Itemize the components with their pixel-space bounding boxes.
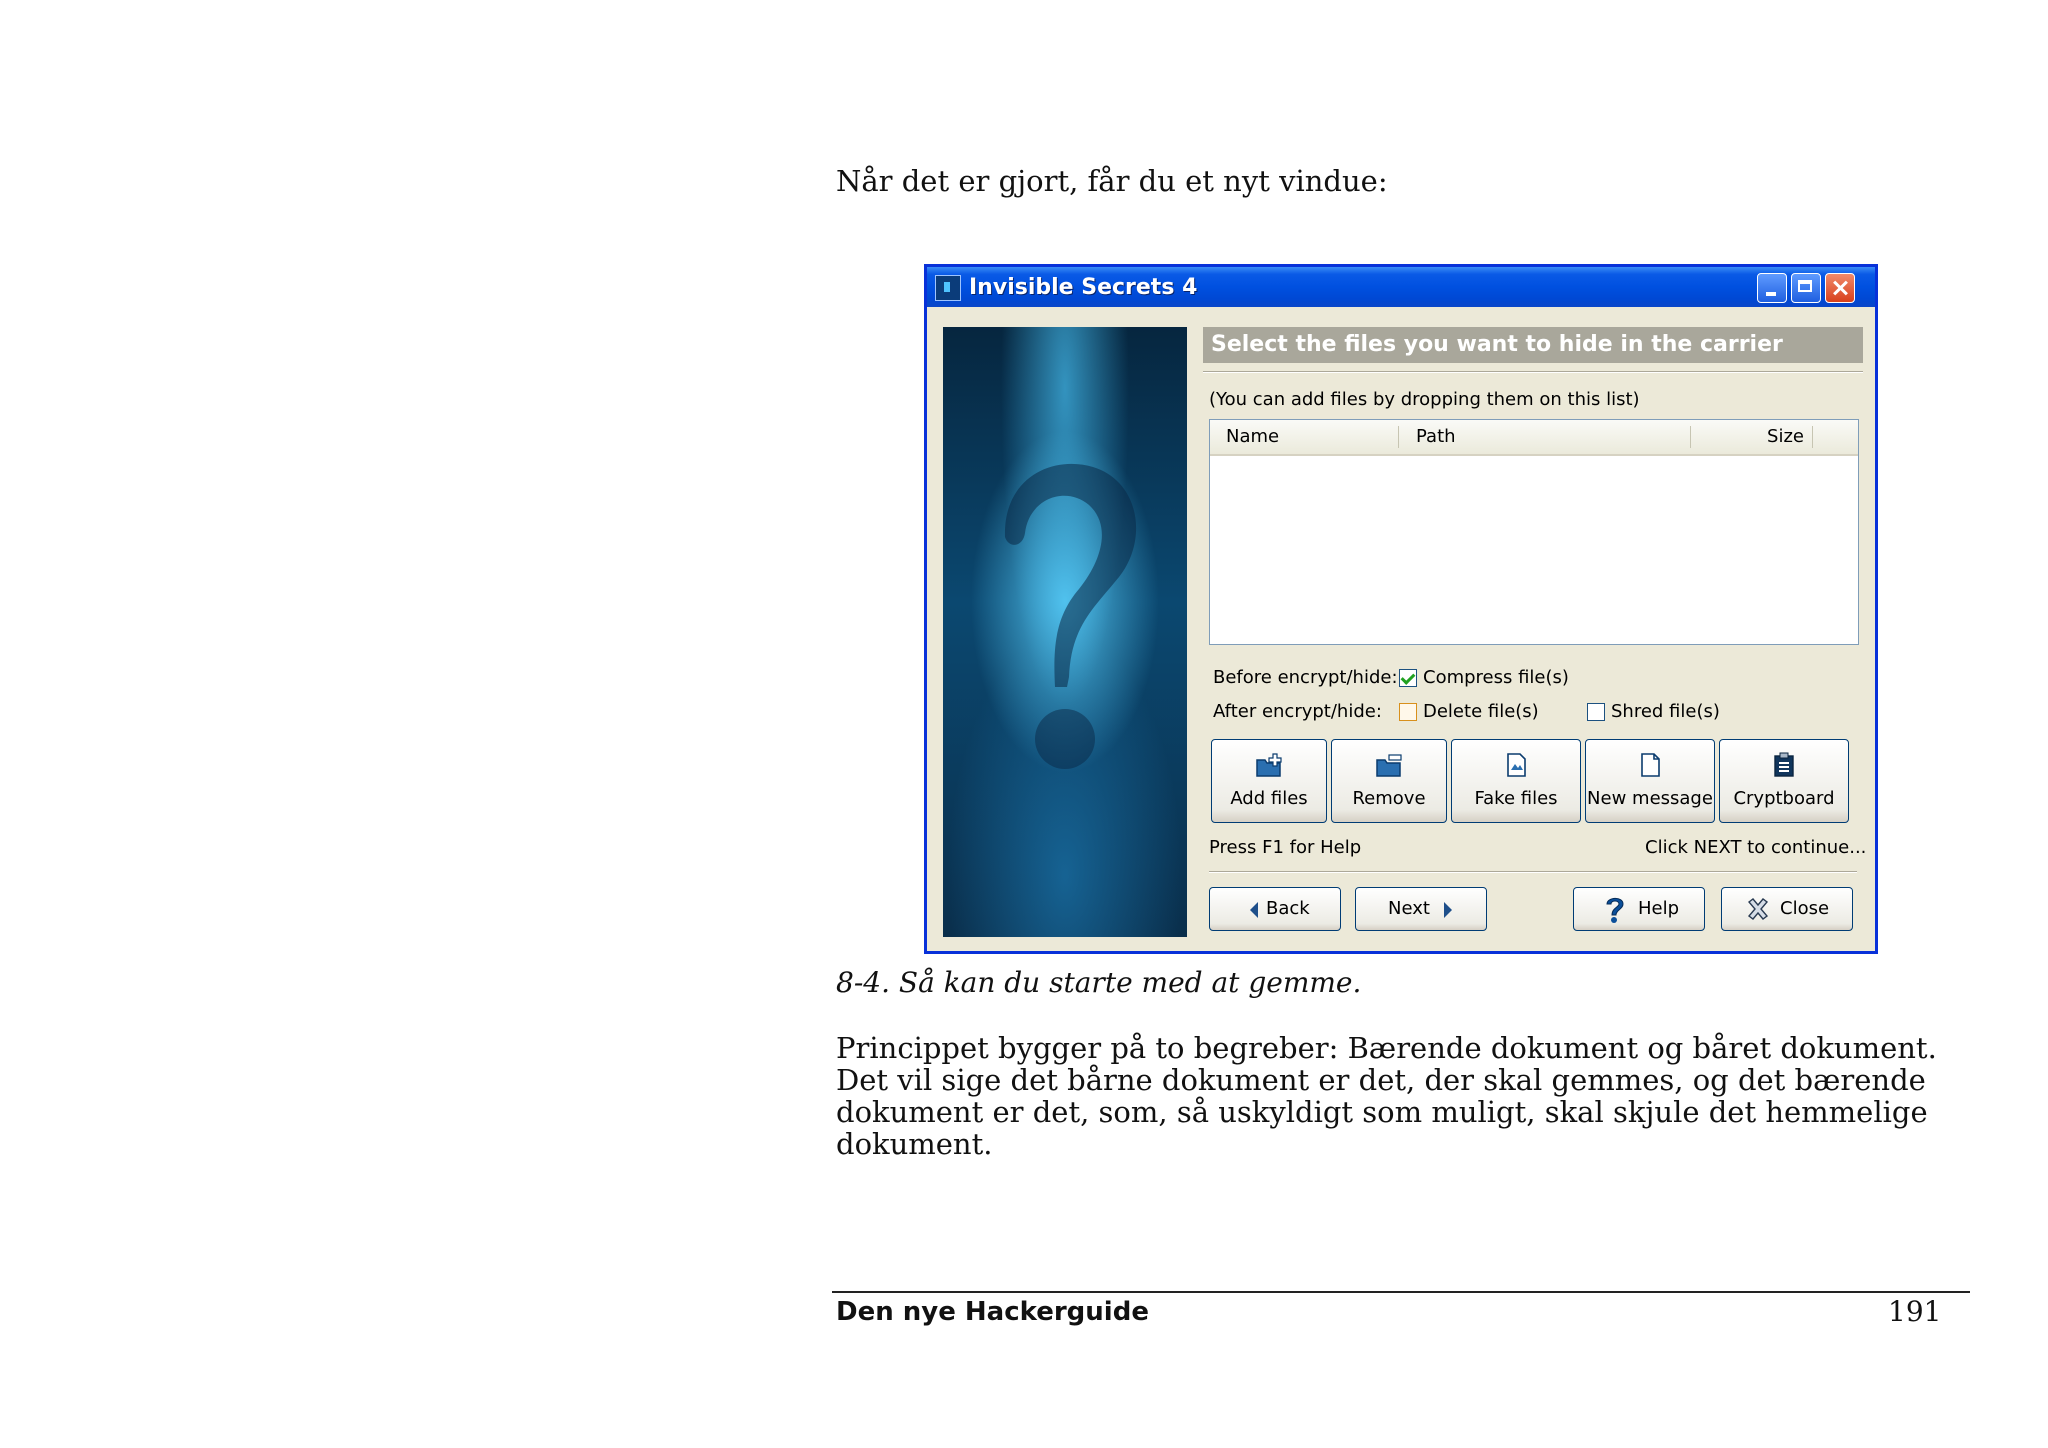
fake-files-label: Fake files xyxy=(1474,788,1558,809)
cryptboard-label: Cryptboard xyxy=(1733,788,1835,809)
fake-file-icon xyxy=(1502,752,1530,778)
body-paragraph: Princippet bygger på to begreber: Bærende dokument og båret dokument. Det vil sige det bårne dokument er det, der skal gemmes, og det bærende dokument er det, som, så uskyldigt som muligt, skal skjule det hemmelige dokument. xyxy=(836,1031,1937,1161)
step-header: Select the files you want to hide in the carrier xyxy=(1203,327,1863,363)
file-list-header xyxy=(1210,420,1858,456)
maximize-icon[interactable] xyxy=(1791,273,1821,303)
column-separator[interactable] xyxy=(1690,426,1691,448)
next-arrow-icon xyxy=(1436,898,1460,922)
book-title: Den nye Hackerguide xyxy=(836,1297,1149,1327)
title-bar[interactable] xyxy=(927,267,1875,307)
column-path[interactable]: Path xyxy=(1416,426,1456,447)
help-button[interactable] xyxy=(1573,887,1705,931)
add-folder-icon xyxy=(1255,752,1283,778)
close-x-icon xyxy=(1746,897,1770,921)
shred-label[interactable]: Shred file(s) xyxy=(1611,701,1720,722)
after-encrypt-label: After encrypt/hide: xyxy=(1213,701,1382,722)
header-divider xyxy=(1203,371,1863,373)
status-continue-text: Click NEXT to continue... xyxy=(1645,837,1867,858)
new-message-label: New message xyxy=(1587,788,1713,809)
close-label: Close xyxy=(1780,898,1830,919)
back-button[interactable] xyxy=(1209,887,1341,931)
column-separator[interactable] xyxy=(1398,426,1399,448)
app-icon xyxy=(935,275,961,301)
question-mark-icon xyxy=(943,327,1187,937)
help-label: Help xyxy=(1638,898,1680,919)
before-encrypt-label: Before encrypt/hide: xyxy=(1213,667,1398,688)
status-help-text: Press F1 for Help xyxy=(1209,837,1362,858)
remove-label: Remove xyxy=(1352,788,1426,809)
close-icon[interactable] xyxy=(1825,273,1855,303)
question-mark-banner xyxy=(943,327,1187,937)
next-label: Next xyxy=(1388,898,1430,919)
new-document-icon xyxy=(1636,752,1664,778)
compress-label[interactable]: Compress file(s) xyxy=(1423,667,1569,688)
shred-checkbox[interactable] xyxy=(1587,703,1605,721)
add-files-button[interactable] xyxy=(1211,739,1327,823)
column-separator[interactable] xyxy=(1812,426,1813,448)
compress-checkbox[interactable] xyxy=(1399,669,1417,687)
new-message-button[interactable] xyxy=(1585,739,1715,823)
next-button[interactable] xyxy=(1355,887,1487,931)
invisible-secrets-window xyxy=(924,264,1878,954)
footer-rule xyxy=(832,1291,1970,1293)
remove-button[interactable] xyxy=(1331,739,1447,823)
delete-checkbox[interactable] xyxy=(1399,703,1417,721)
add-files-label: Add files xyxy=(1230,788,1308,809)
column-name[interactable]: Name xyxy=(1226,426,1280,447)
page-number: 191 xyxy=(1888,1295,1942,1328)
back-label: Back xyxy=(1266,898,1310,919)
window-title: Invisible Secrets 4 xyxy=(969,275,1198,300)
footer-divider xyxy=(1209,871,1857,873)
back-arrow-icon xyxy=(1242,898,1266,922)
fake-files-button[interactable] xyxy=(1451,739,1581,823)
column-size[interactable]: Size xyxy=(1767,426,1804,447)
file-list[interactable] xyxy=(1209,419,1859,645)
help-question-icon xyxy=(1602,894,1628,924)
figure-caption: 8-4. Så kan du starte med at gemme. xyxy=(836,966,1362,999)
drop-hint: (You can add files by dropping them on this list) xyxy=(1209,389,1640,410)
minimize-icon[interactable] xyxy=(1757,273,1787,303)
intro-text: Når det er gjort, får du et nyt vindue: xyxy=(836,164,1388,198)
close-button[interactable] xyxy=(1721,887,1853,931)
cryptboard-button[interactable] xyxy=(1719,739,1849,823)
remove-folder-icon xyxy=(1375,752,1403,778)
clipboard-icon xyxy=(1770,752,1798,778)
delete-label[interactable]: Delete file(s) xyxy=(1423,701,1539,722)
